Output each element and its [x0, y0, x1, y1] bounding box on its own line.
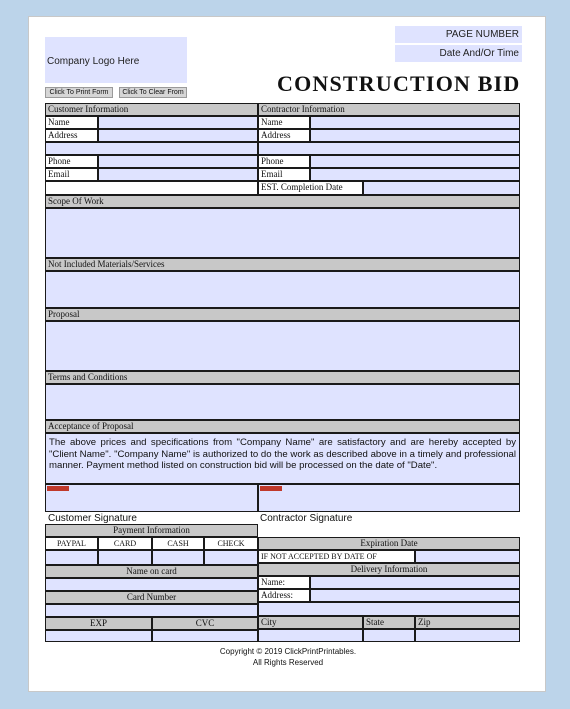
completion-date-label: EST. Completion Date	[258, 181, 363, 195]
acceptance-header: Acceptance of Proposal	[45, 420, 520, 433]
contractor-address-field[interactable]	[310, 129, 520, 142]
customer-phone-field[interactable]	[98, 155, 258, 168]
contractor-phone-label: Phone	[258, 155, 310, 168]
contractor-email-field[interactable]	[310, 168, 520, 181]
expiration-date-field[interactable]	[415, 550, 520, 563]
name-on-card-header: Name on card	[45, 565, 258, 578]
card-number-field[interactable]	[45, 604, 258, 617]
contractor-info-header: Contractor Information	[258, 103, 520, 116]
print-form-button[interactable]: Click To Print Form	[45, 87, 113, 98]
delivery-city-field[interactable]	[258, 629, 363, 642]
delivery-state-field[interactable]	[363, 629, 415, 642]
customer-signature-marker	[47, 486, 69, 491]
contractor-address-line2[interactable]	[258, 142, 520, 155]
delivery-name-field[interactable]	[310, 576, 520, 589]
not-included-header: Not Included Materials/Services	[45, 258, 520, 271]
proposal-header: Proposal	[45, 308, 520, 321]
customer-info-header: Customer Information	[45, 103, 258, 116]
payment-method-paypal[interactable]: PAYPAL	[45, 537, 98, 550]
payment-method-card[interactable]: CARD	[98, 537, 152, 550]
customer-phone-label: Phone	[45, 155, 98, 168]
customer-blank-cell	[45, 181, 258, 195]
delivery-name-label: Name:	[258, 576, 310, 589]
delivery-address-field[interactable]	[310, 589, 520, 602]
payment-method-cash[interactable]: CASH	[152, 537, 204, 550]
bid-form-sheet	[28, 16, 546, 692]
page-number-text: PAGE NUMBER	[445, 29, 519, 40]
page-number-field[interactable]	[395, 26, 522, 43]
contractor-signature-marker	[260, 486, 282, 491]
contractor-phone-field[interactable]	[310, 155, 520, 168]
customer-address-field[interactable]	[98, 129, 258, 142]
terms-field[interactable]	[45, 384, 520, 420]
page-title: CONSTRUCTION BID	[277, 71, 521, 96]
proposal-field[interactable]	[45, 321, 520, 371]
footer-copyright: Copyright © 2019 ClickPrintPrintables.	[219, 647, 357, 656]
customer-signature-label: Customer Signature	[48, 513, 137, 524]
customer-address-label: Address	[45, 129, 98, 142]
card-number-header: Card Number	[45, 591, 258, 604]
customer-address-line2[interactable]	[45, 142, 258, 155]
company-logo-area	[45, 37, 187, 83]
scope-of-work-field[interactable]	[45, 208, 520, 258]
acceptance-text: The above prices and specifications from "Company Name" are satisfactory and are hereby accepted by "Client Name". "Company Name" is authorized to do the work as described above in a timely and professional manner. Payment method listed on construction bid will be processed on the date of "Date".	[49, 437, 516, 472]
clear-form-button[interactable]: Click To Clear From	[119, 87, 187, 98]
customer-email-label: Email	[45, 168, 98, 181]
contractor-name-field[interactable]	[310, 116, 520, 129]
customer-signature-field[interactable]	[45, 484, 258, 512]
delivery-address-line2[interactable]	[258, 602, 520, 616]
date-time-field[interactable]	[395, 45, 522, 62]
customer-email-field[interactable]	[98, 168, 258, 181]
contractor-address-label: Address	[258, 129, 310, 142]
cash-checkbox[interactable]	[152, 550, 204, 565]
not-included-field[interactable]	[45, 271, 520, 308]
delivery-city-header: City	[258, 616, 363, 629]
delivery-address-label: Address:	[258, 589, 310, 602]
customer-name-field[interactable]	[98, 116, 258, 129]
delivery-zip-header: Zip	[415, 616, 520, 629]
name-on-card-field[interactable]	[45, 578, 258, 591]
check-checkbox[interactable]	[204, 550, 258, 565]
contractor-signature-label: Contractor Signature	[260, 513, 353, 524]
customer-name-label: Name	[45, 116, 98, 129]
contractor-signature-field[interactable]	[258, 484, 520, 512]
footer-rights: All Rights Reserved	[252, 658, 324, 667]
terms-header: Terms and Conditions	[45, 371, 520, 384]
delivery-zip-field[interactable]	[415, 629, 520, 642]
delivery-info-header: Delivery Information	[258, 563, 520, 576]
company-logo-text: Company Logo Here	[47, 56, 140, 67]
completion-date-field[interactable]	[363, 181, 520, 195]
paypal-checkbox[interactable]	[45, 550, 98, 565]
delivery-state-header: State	[363, 616, 415, 629]
scope-of-work-header: Scope Of Work	[45, 195, 520, 208]
expiration-date-header: Expiration Date	[258, 537, 520, 550]
date-time-text: Date And/Or Time	[439, 48, 519, 59]
expiration-note: IF NOT ACCEPTED BY DATE OF	[258, 550, 415, 563]
exp-field[interactable]	[45, 630, 152, 642]
card-checkbox[interactable]	[98, 550, 152, 565]
cvc-field[interactable]	[152, 630, 258, 642]
acceptance-text-box	[45, 433, 520, 484]
contractor-name-label: Name	[258, 116, 310, 129]
payment-method-check[interactable]: CHECK	[204, 537, 258, 550]
exp-header: EXP	[45, 617, 152, 630]
cvc-header: CVC	[152, 617, 258, 630]
contractor-email-label: Email	[258, 168, 310, 181]
payment-info-header: Payment Information	[45, 524, 258, 537]
